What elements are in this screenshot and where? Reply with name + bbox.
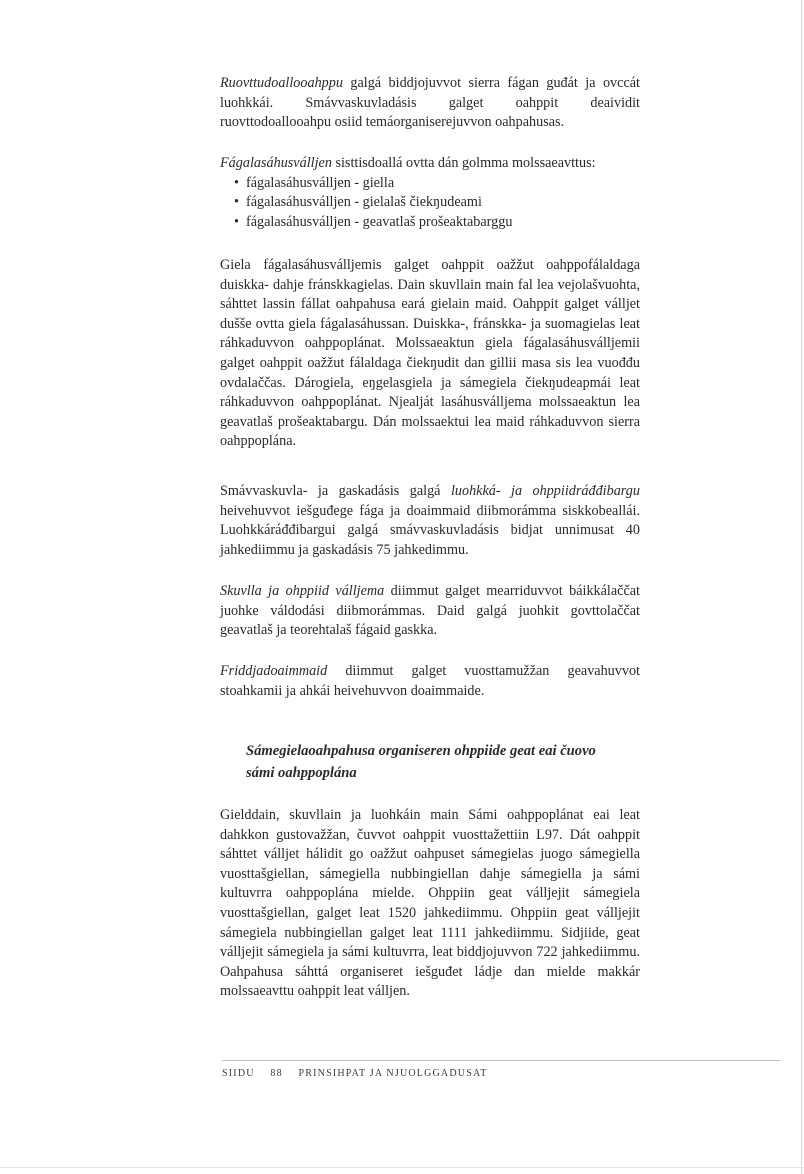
paragraph-fagalasahusvalljen (220, 154, 640, 232)
paragraph-text: Smávvaskuvla- ja gaskadásis galgá (220, 483, 451, 499)
paragraph-smavvaskuvla (220, 482, 640, 560)
term-skuvlla-ohppiid-valljema: Skuvlla ja ohppiid válljema (220, 583, 385, 599)
section-subheading (246, 740, 626, 784)
paragraph-text: galgá biddjojuvvot sierra fágan guđát ja ovccát luohkkái. Smávvaskuvladásis galget oahppit deaividit ruovttodoallooahpu osiid temáorganiserejuvvon oahpahusas. (220, 75, 640, 131)
paragraph-skuvlla (220, 582, 640, 641)
page-edge-right (801, 0, 802, 1174)
paragraph-text: diimmut galget vuosttamužžan geavahuvvot stoahkamii ja ahkái heivehuvvon doaimmaide. (220, 663, 640, 699)
term-friddjadoaimmaid: Friddjadoaimmaid (220, 663, 328, 679)
page-footer (222, 1068, 500, 1079)
subheading-line-1: Sámegielaoahpahusa organiseren ohppiide geat eai čuovo (246, 743, 596, 759)
paragraph-friddjadoaimmaid (220, 662, 640, 701)
term-luohkka-ohppiidraddibargu: luohkká- ja ohppiidráđđibargu (450, 483, 640, 499)
list-item: • fágalasáhusválljen - geavatlaš prošeaktabarggu (246, 213, 640, 233)
bullet-list (220, 174, 640, 233)
paragraph-ruovttudoallooahppu (220, 74, 640, 133)
term-fagalasahusvalljen: Fágalasáhusválljen (220, 155, 332, 171)
paragraph-gielddain: Gielddain, skuvllain ja luohkáin main Sámi oahppoplánat eai leat dahkkon gustovažžan, čuvvot oahppit vuosttažettiin L97. Dát oahppit sáhttet válljet hálidit go oažžut oahpuset sámegielas juogo sámegiella vuosttašgiellan, sámegiella nubbingiellan dahje sámegiella ja sámi kultuvrra oahppoplána mielde. Ohppiin geat válljejit sámegiela vuosttašgiellan, galget leat 1520 jahkediimmu. Ohppiin geat válljejit sámegiela nubbingiellan galget leat 1111 jahkediimmu. Sidjiide, geat válljejit sámegiela ja sámi kultuvrra, leat biddjojuvvon 722 jahkediimmu. Oahpahusa sáhttá organiseret iešguđet ládje dan mielde makkár molssaeavttu oahppit leat válljen. (220, 807, 640, 1000)
paragraph-text: diimmut galget mearriduvvot báikkálaččat juohke váldodási diibmorámmas. Daid galgá juohkit govttolaččat geavatlaš ja teorehtalaš fágaid gaskka. (220, 583, 641, 639)
list-item: • fágalasáhusválljen - giella (246, 174, 640, 194)
subheading-line-2: sámi oahppoplána (246, 765, 357, 781)
list-item: • fágalasáhusválljen - gielalaš čiekŋudeami (246, 193, 640, 213)
paragraph-giela: Giela fágalasáhusválljemis galget oahppit oažžut oahppofálaldaga duiskka- dahje fránskkagielas. Dain skuvllain main fal lea vejolašvuohta, sáhttet lassin fállat oahpahusa eará gielain maid. Oahppit galget válljet dušše ovtta giela fágalasáhussan. Duiskka-, fránskka- ja suomagielas leat ráhkaduvvon oahppoplánat. Molssaeaktun giela fágalasáhusválljemii galget oahppit oažžut fálaldaga čiekŋudit dan gillii masa sis lea vuođđu ovdalaččas. Dárogiela, eŋgelasgiela ja sámegiela čiekŋudeapmái leat ráhkaduvvon oahppoplánat. Njealját lasáhusválljema molssaeaktun lea geavatlaš prošeaktabargu. Dán molssaektui lea maid ráhkaduvvon sierra oahppoplána. (220, 257, 640, 450)
paragraph-text: sisttisdoallá ovtta dán golmma molssaeavttus: (331, 155, 596, 171)
paragraph-text: heivehuvvot iešguđege fága ja doaimmaid diibmorámma siskkobeallái. Luohkkáráđđibargui galgá smávvaskuvladásis bidjat unnimusat 40 jahkediimmu ja gaskadásis 75 jahkedimmu. (220, 502, 640, 558)
term-ruovttudoallooahppu: Ruovttudoallooahppu (220, 75, 343, 91)
footer-label: SIIDU (222, 1068, 255, 1079)
footer-title: PRINSIHPAT JA NJUOLGGADUSAT (298, 1068, 488, 1079)
page-edge-bottom (0, 1167, 804, 1168)
footer-rule (222, 1060, 780, 1061)
footer-page-number: 88 (270, 1068, 283, 1079)
